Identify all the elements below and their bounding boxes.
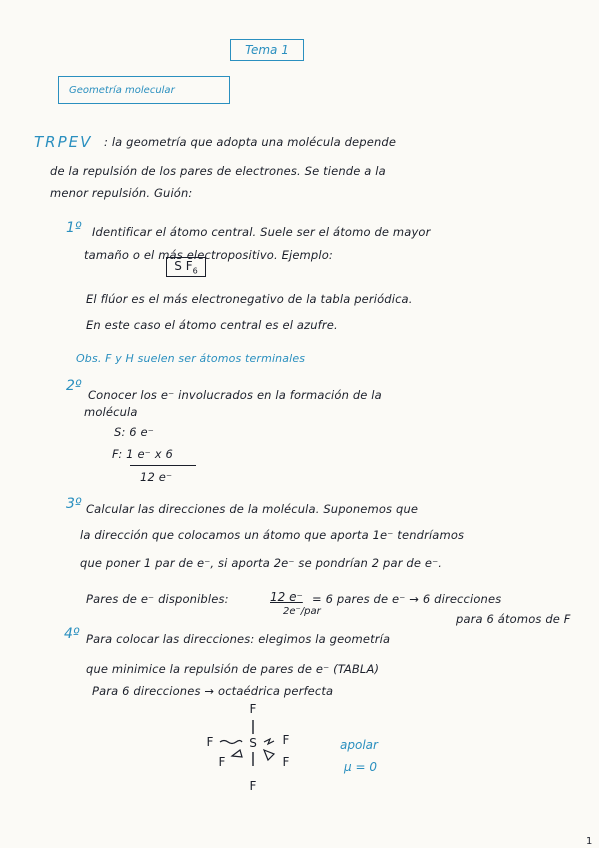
intro-line-2: de la repulsión de los pares de electrones. Se tiende a la (50, 164, 386, 178)
pares-result-2: para 6 átomos de F (456, 612, 571, 626)
dipole-note: μ = 0 (344, 760, 377, 774)
tema-title-box (230, 39, 304, 61)
subtitle-box (58, 76, 230, 104)
step3-line-1: Calcular las direcciones de la molécula. Suponemos que (86, 502, 419, 516)
fraction-numerator: 12 e⁻ (270, 590, 303, 604)
atom-s-center: S (249, 736, 257, 750)
bond-lower-right (264, 750, 274, 760)
step1-line-2: tamaño o el más electropositivo. Ejemplo: (84, 248, 333, 262)
sum-line (130, 465, 196, 466)
atom-f-left: F (206, 735, 214, 749)
trpev-label: TRPEV (34, 133, 93, 151)
atom-f-bottom: F (249, 779, 257, 793)
step4-line-3: Para 6 direcciones → octaédrica perfecta (92, 684, 334, 698)
pares-label: Pares de e⁻ disponibles: (86, 592, 229, 606)
f-electrons: F: 1 e⁻ x 6 (112, 447, 173, 461)
step4-line-2: que minimice la repulsión de pares de e⁻ (TABLA) (86, 662, 380, 676)
obs-note: Obs. F y H suelen ser átomos terminales (76, 352, 306, 365)
tema-title: Tema 1 (245, 43, 289, 57)
atom-f-lower-right: F (282, 755, 290, 769)
step1-number: 1º (66, 220, 82, 236)
atom-f-right: F (282, 733, 290, 747)
step2-number: 2º (66, 378, 82, 394)
step3-line-2: la dirección que colocamos un átomo que aporta 1e⁻ tendríamos (80, 528, 465, 542)
fraction-denominator: 2e⁻/par (283, 606, 321, 617)
step4-line-1: Para colocar las direcciones: elegimos la geometría (86, 632, 391, 646)
sf6-example: S $F_6$ (174, 258, 198, 276)
step1-line-3: El flúor es el más electronegativo de la tabla periódica. (86, 292, 413, 306)
step1-line-4: En este caso el átomo central es el azufre. (86, 318, 338, 332)
atom-f-lower-left: F (218, 755, 226, 769)
s-electrons: S: 6 e⁻ (114, 425, 154, 439)
subtitle-text: Geometría molecular (69, 84, 175, 96)
step3-number: 3º (66, 496, 82, 512)
step2-line-2: molécula (84, 405, 138, 419)
step4-number: 4º (64, 626, 80, 642)
apolar-note: apolar (340, 738, 378, 752)
bond-lower-left (232, 750, 242, 757)
total-electrons: 12 e⁻ (140, 470, 173, 484)
intro-line-1: : la geometría que adopta una molécula depende (104, 135, 397, 149)
bond-left-wedge (220, 741, 242, 744)
page-number: 1 (586, 836, 593, 847)
sf6-example-box (166, 257, 206, 277)
sf6-octahedral-sketch (198, 700, 308, 800)
bond-right-hash (264, 739, 274, 744)
intro-line-3: menor repulsión. Guión: (50, 186, 193, 200)
step3-line-3: que poner 1 par de e⁻, si aporta 2e⁻ se pondrían 2 par de e⁻. (80, 556, 443, 570)
step2-line-1: Conocer los e⁻ involucrados en la formación de la (88, 388, 382, 402)
atom-f-top: F (249, 702, 257, 716)
step1-line-1: Identificar el átomo central. Suele ser el átomo de mayor (92, 225, 431, 239)
pares-result: = 6 pares de e⁻ → 6 direcciones (312, 592, 502, 606)
